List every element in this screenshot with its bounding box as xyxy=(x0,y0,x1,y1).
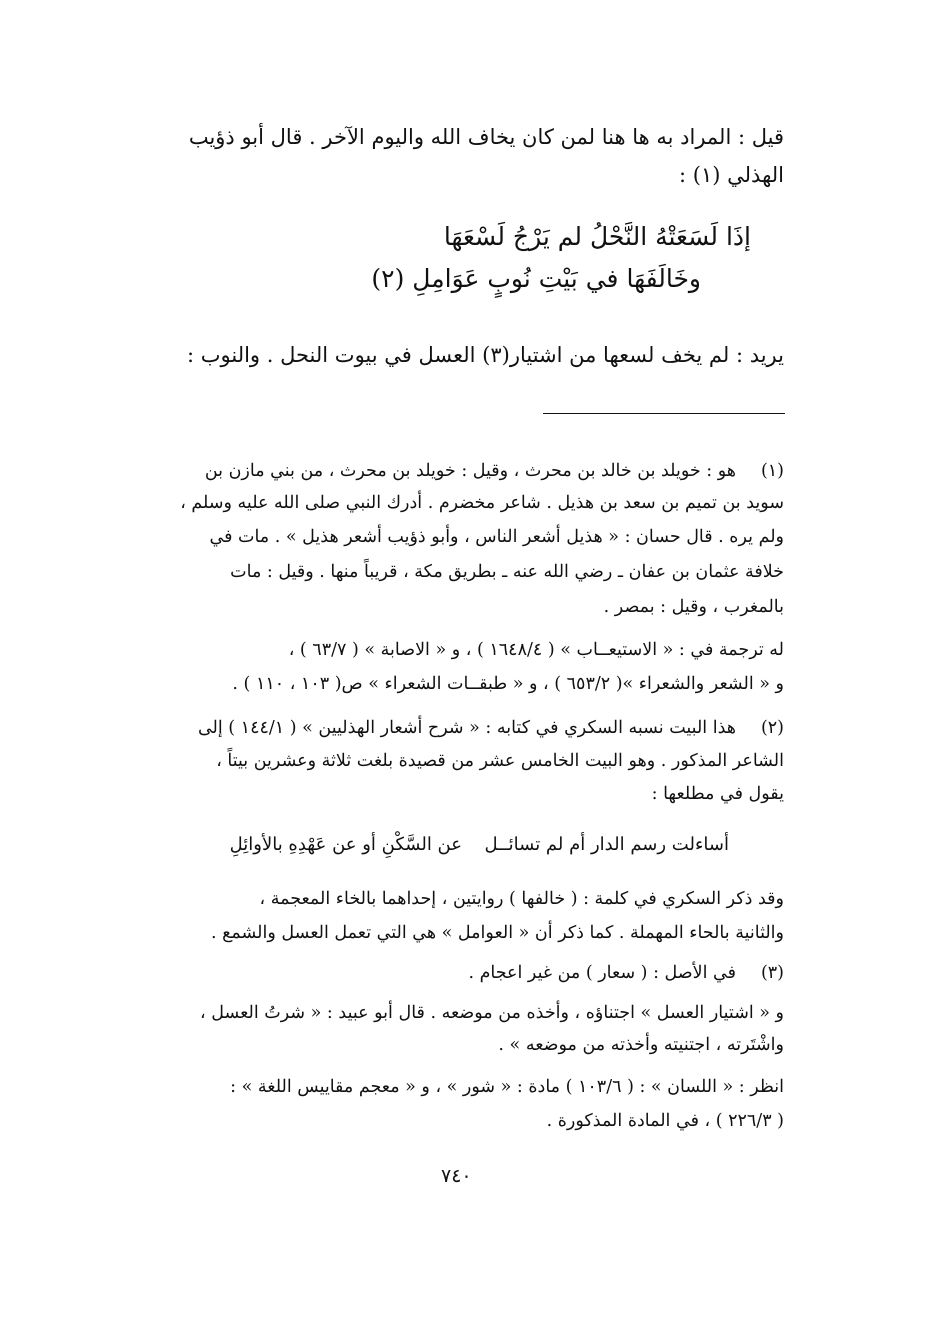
verse-line: إذَا لَسَعَتْهُ النَّحْلُ لم يَرْجُ لَسْعَهَا xyxy=(443,222,751,251)
footnote-marker: (٣) xyxy=(760,963,784,983)
body-line: يريد : لم يخف لسعها من اشتيار(٣) العسل في بيوت النحل . والنوب : xyxy=(186,343,784,367)
footnote-line: ولم يره . قال حسان : « هذيل أشعر الناس ، وأبو ذؤيب أشعر هذيل » . مات في xyxy=(209,527,784,547)
footnote-line: انظر : « اللسان » : ( ١٠٣/٦ ) مادة : « شور » ، و « معجم مقاييس اللغة » : xyxy=(230,1077,784,1097)
footnote-line: يقول في مطلعها : xyxy=(651,784,784,804)
footnote-line: الشاعر المذكور . وهو البيت الخامس عشر من قصيدة بلغت ثلاثة وعشرين بيتاً ، xyxy=(216,751,784,771)
poem-hemistich: أساءلت رسم الدار أم لم تسائــل xyxy=(484,834,729,855)
poem-hemistich: عن السَّكْنِ أو عن عَهْدِهِ بالأوائِلِ xyxy=(229,834,462,855)
footnote-line: ( ٢٢٦/٣ ) ، في المادة المذكورة . xyxy=(546,1111,784,1131)
footnote-line: له ترجمة في : « الاستيعــاب » ( ١٦٤٨/٤ ) ، و « الاصابة » ( ٦٣/٧ ) ، xyxy=(288,640,784,660)
body-line: قيل : المراد به ها هنا لمن كان يخاف الله واليوم الآخر . قال أبو ذؤيب xyxy=(188,125,784,149)
footnote-line: سويد بن تميم بن سعد بن هذيل . شاعر مخضرم . أدرك النبي صلى الله عليه وسلم ، xyxy=(180,493,784,513)
page-number: ٧٤٠ xyxy=(441,1165,472,1187)
footnote-line: و « الشعر والشعراء »( ٦٥٣/٢ ) ، و « طبقــات الشعراء » ص( ١٠٣ ، ١١٠ ) . xyxy=(232,674,784,694)
footnote-separator xyxy=(543,413,785,414)
footnote-line: هذا البيت نسبه السكري في كتابه : « شرح أشعار الهذليين » ( ١٤٤/١ ) إلى xyxy=(197,718,736,738)
footnote-marker: (١) xyxy=(760,461,784,481)
footnote-line: خلافة عثمان بن عفان ـ رضي الله عنه ـ بطريق مكة ، قريباً منها . وقيل : مات xyxy=(230,562,784,582)
footnote-line: و « اشتيار العسل » اجتناؤه ، وأخذه من موضعه . قال أبو عبيد : « شرتُ العسل ، xyxy=(200,1003,784,1023)
footnote-line: والثانية بالحاء المهملة . كما ذكر أن « العوامل » هي التي تعمل العسل والشمع . xyxy=(210,923,784,943)
footnote-line: في الأصل : ( سعار ) من غير اعجام . xyxy=(468,963,736,983)
verse-line: وخَالَفَهَا في بَيْتِ نُوبٍ عَوَامِلِ (٢) xyxy=(371,264,701,293)
body-line: الهذلي (١) : xyxy=(679,163,784,187)
footnote-line: واشْتَرته ، اجتنيته وأخذته من موضعه » . xyxy=(498,1035,784,1055)
footnote-line: وقد ذكر السكري في كلمة : ( خالفها ) روايتين ، إحداهما بالخاء المعجمة ، xyxy=(259,889,784,909)
footnote-line: بالمغرب ، وقيل : بمصر . xyxy=(603,597,784,617)
footnote-line: هو : خويلد بن خالد بن محرث ، وقيل : خويلد بن محرث ، من بني مازن بن xyxy=(204,461,736,481)
footnote-marker: (٢) xyxy=(760,718,784,738)
